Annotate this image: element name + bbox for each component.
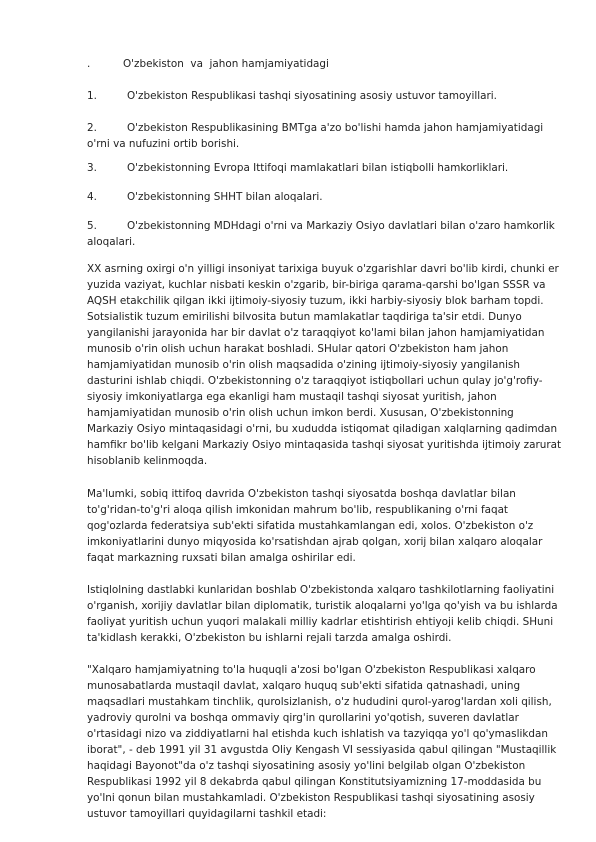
paragraph [87, 582, 557, 646]
paragraph-line: haqidagi Bayonot"da o'z tashqi siyosatining asosiy yo'lini belgilab olgan O'zbekiston [87, 760, 526, 772]
list-item-text: O'zbekistonning Evropa Ittifoqi mamlakatlari bilan istiqbolli hamkorliklari. [127, 162, 509, 174]
paragraph-line: Istiqlolning dastlabki kunlaridan boshlab O'zbekistonda xalqaro tashkilotlarning faoliyatini [87, 584, 555, 596]
list-item-text: O'zbekiston Respublikasining BMTga a'zo bo'lishi hamda jahon hamjamiyatidagi [127, 122, 544, 134]
list-item-number: 5. [87, 220, 97, 232]
paragraph-line: munosabatlarda mustaqil davlat, xalqaro huquq sub'ekti sifatida qatnashadi, uning [87, 680, 521, 692]
list-item-continuation: aloqalari. [87, 236, 136, 248]
paragraph-line: hamfikr bo'lib kelgani Markaziy Osiyo mintaqasida tashqi siyosat yuritishda ijtimoiy zarurat [87, 439, 562, 451]
paragraph-line: imkoniyatlarini dunyo miqyosida ko'rsatishdan ajrab qolgan, xorij bilan xalqaro aloqalar [87, 536, 543, 548]
paragraph-line: yuzida vaziyat, kuchlar nisbati keskin o'zgarib, bir-biriga qarama-qarshi bo'lgan SSSR va [87, 279, 546, 291]
list-item-number: 3. [87, 162, 97, 174]
paragraph-line: Sotsialistik tuzum emirilishi bilvosita butun mamlakatlar taqdiriga ta'sir etdi. Dunyo [87, 311, 522, 323]
paragraph-line: o'rtasidagi nizo va ziddiyatlarni hal etishda kuch ishlatish va tazyiqqa yo'l qo'ymaslikdan [87, 728, 548, 740]
paragraph-line: munosib o'rin olish uchun harakat boshladi. SHular qatori O'zbekiston ham jahon [87, 343, 509, 355]
paragraph-line: hamjamiyatidan munosib o'rin olish uchun imkon berdi. Xususan, O'zbekistonning [87, 407, 514, 419]
paragraph-line: dasturini ishlab chiqdi. O'zbekistonning o'z taraqqiyot istiqbollari uchun qulay jo'g'rofiy- [87, 375, 543, 387]
paragraph-line: hisoblanib kelinmoqda. [87, 455, 208, 467]
paragraph-line: "Xalqaro hamjamiyatning to'la huquqli a'zosi bo'lgan O'zbekiston Respublikasi xalqaro [87, 664, 536, 676]
heading-title: O'zbekiston va jahon hamjamiyatidagi [123, 58, 329, 70]
paragraph-line: yo'lni qonun bilan mustahkamladi. O'zbekiston Respublikasi tashqi siyosatining asosiy [87, 792, 535, 804]
list-item-text: O'zbekistonning MDHdagi o'rni va Markaziy Osiyo davlatlari bilan o'zaro hamkorlik [127, 220, 555, 232]
paragraph-line: Ma'lumki, sobiq ittifoq davrida O'zbekiston tashqi siyosatda boshqa davlatlar bilan [87, 488, 516, 500]
paragraph-line: qog'ozlarda federatsiya sub'ekti sifatida mustahkamlangan edi, xolos. O'zbekiston o'z [87, 520, 534, 532]
list-item-text: O'zbekistonning SHHT bilan aloqalari. [127, 191, 323, 203]
list-item-number: 1. [87, 90, 97, 102]
list-item-text: O'zbekiston Respublikasi tashqi siyosatining asosiy ustuvor tamoyillari. [127, 90, 497, 102]
paragraph-line: Markaziy Osiyo mintaqasidagi o'rni, bu xududda istiqomat qiladigan xalqlarning qadimdan [87, 423, 558, 435]
paragraph-line: ta'kidlash kerakki, O'zbekiston bu ishlarni rejali tarzda amalga oshirdi. [87, 632, 452, 644]
paragraph-line: yangilanishi jarayonida har bir davlat o'z taraqqiyot ko'lami bilan jahon hamjamiyatidan [87, 327, 545, 339]
list-item-number: 2. [87, 122, 97, 134]
paragraph [87, 662, 557, 822]
heading-line [87, 56, 329, 72]
paragraph-line: AQSH etakchilik qilgan ikki ijtimoiy-siyosiy tuzum, ikki harbiy-siyosiy blok barham topdi. [87, 295, 544, 307]
paragraph-line: maqsadlari mustahkam tinchlik, qurolsizlanish, o'z hududini qurol-yarog'lardan xoli qilish, [87, 696, 552, 708]
paragraph-line: ustuvor tamoyillari quyidagilarni tashkil etadi: [87, 808, 327, 820]
paragraph [87, 486, 557, 566]
paragraph [87, 261, 562, 469]
paragraph-line: to'g'ridan-to'g'ri aloqa qilish imkonidan mahrum bo'lib, respublikaning o'rni faqat [87, 504, 509, 516]
paragraph-line: iborat", - deb 1991 yil 31 avgustda Oliy Kengash VI sessiyasida qabul qilingan "Mustaqillik [87, 744, 557, 756]
list-item-continuation: o'rni va nufuzini ortib borishi. [87, 138, 240, 150]
paragraph-line: Respublikasi 1992 yil 8 dekabrda qabul qilingan Konstitutsiyamizning 17-moddasida bu [87, 776, 542, 788]
paragraph-line: yadroviy qurolni va boshqa ommaviy qirg'in qurollarini yo'qotish, suveren davlatlar [87, 712, 519, 724]
list-item-number: 4. [87, 191, 97, 203]
heading-dot: . [87, 58, 91, 70]
paragraph-line: siyosiy imkoniyatlarga ega ekanligi ham mustaqil tashqi siyosat yuritish, jahon [87, 391, 497, 403]
paragraph-line: faqat markazning ruxsati bilan amalga oshirilar edi. [87, 552, 356, 564]
paragraph-line: o'rganish, xorijiy davlatlar bilan diplomatik, turistik aloqalarni yo'lga qo'yish va bu ishlarda [87, 600, 558, 612]
paragraph-line: XX asrning oxirgi o'n yilligi insoniyat tarixiga buyuk o'zgarishlar davri bo'lib kirdi, chunki er [87, 263, 559, 275]
paragraph-line: faoliyat yuritish uchun yuqori malakali milliy kadrlar etishtirish ehtiyoji kelib chiqdi. SHuni [87, 616, 554, 628]
paragraph-line: hamjamiyatidan munosib o'rin olish maqsadida o'zining ijtimoiy-siyosiy yangilanish [87, 359, 521, 371]
